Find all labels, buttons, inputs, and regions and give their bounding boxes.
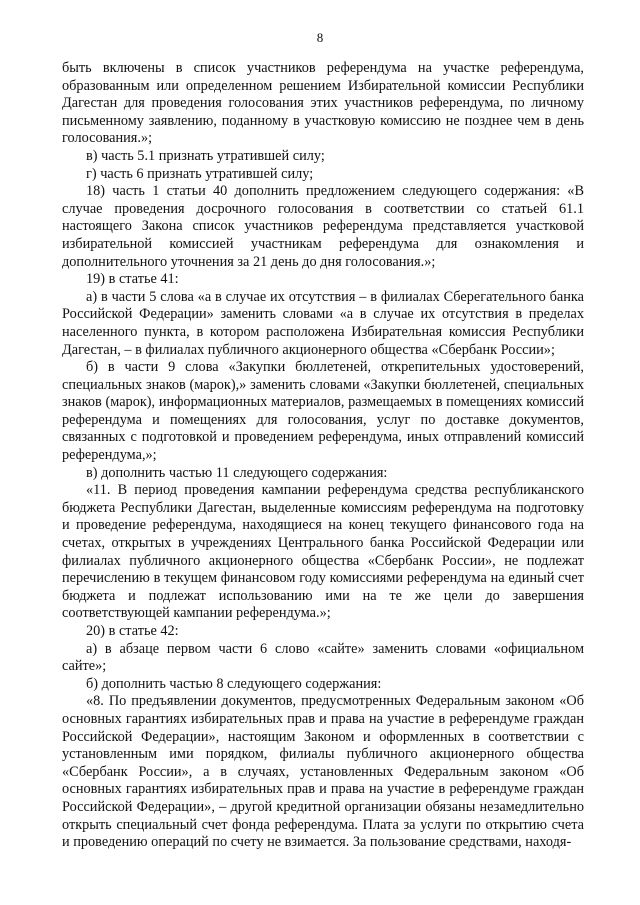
paragraph-item-20-a: а) в абзаце первом части 6 слово «сайте» заменить словами «официальном сайте»; [62,640,584,675]
paragraph-item-19: 19) в статье 41: [86,271,179,288]
document-body [62,60,584,852]
page-number: 8 [316,30,324,45]
paragraph-item-19-b: б) в части 9 слова «Закупки бюллетеней, открепительных удостоверений, специальных знаков (марок),» заменить словами «Закупки бюллетеней, специальных знаков (марок), информационных материалов, размещаемых в помещениях комиссий референдума и помещениях для голосования, услуг по доставке документов, связанных с подготовкой и проведением референдума, иных отправлений комиссий референдума,»; [62,359,584,464]
paragraph-item-19-v: в) дополнить частью 11 следующего содержания: [86,464,388,481]
paragraph-quoted-part-8: «8. По предъявлении документов, предусмотренных Федеральным законом «Об основных гарантиях избирательных прав и права на участие в референдуме граждан Российской Федерации», настоящим Законом и оформленных в соответствии с установленным ими порядком, филиалы публичного акционерного общества «Сбербанк России», а в случаях, установленных Федеральным законом «Об основных гарантиях избирательных прав и права на участие в референдуме граждан Российской Федерации», – другой кредитной организации обязаны незамедлительно открыть специальный счет фонда референдума. Плата за услуги по открытию счета и проведению операций по счету не взимается. За пользование средствами, находя- [62,693,584,851]
paragraph-item-g-part-6: г) часть 6 признать утратившей силу; [86,165,314,182]
paragraph-continuation: быть включены в список участников референдума на участке референдума, образованным или определенном решением Избирательной комиссии Республики Дагестан для проведения голосования этих участников референдума, по личному письменному заявлению, поданному в участковую комиссию не позднее чем в день голосования.»; [62,60,584,147]
paragraph-item-19-a: а) в части 5 слова «а в случае их отсутствия – в филиалах Сберегательного банка Российской Федерации» заменить словами «а в случае их отсутствия в пределах населенного пункта, в котором расположена Избирательная комиссия Республики Дагестан, – в филиалах публичного акционерного общества «Сбербанк России»; [62,288,584,358]
paragraph-quoted-part-11: «11. В период проведения кампании референдума средства республиканского бюджета Республики Дагестан, выделенные комиссиям референдума на подготовку и проведение референдума, находящиеся на конец текущего финансового года на счетах, открытых в учреждениях Центрального банка Российской Федерации или филиалах публичного акционерного общества «Сбербанк России», не подлежат перечислению в текущем финансовом году комиссиями референдума на единый счет бюджета и подлежат использованию ими на те же цели до завершения соответствующей кампании референдума.»; [62,482,584,622]
paragraph-item-20: 20) в статье 42: [86,623,179,639]
paragraph-item-18: 18) часть 1 статьи 40 дополнить предложением следующего содержания: «В случае проведения досрочного голосования в соответствии со статьей 61.1 настоящего Закона список участников референдума представляется участковой избирательной комиссией участникам референдума для ознакомления и дополнительного уточнения за 21 день до дня голосования.»; [62,183,584,270]
paragraph-item-20-b: б) дополнить частью 8 следующего содержания: [86,675,382,692]
paragraph-item-v-part-5-1: в) часть 5.1 признать утратившей силу; [86,147,325,164]
